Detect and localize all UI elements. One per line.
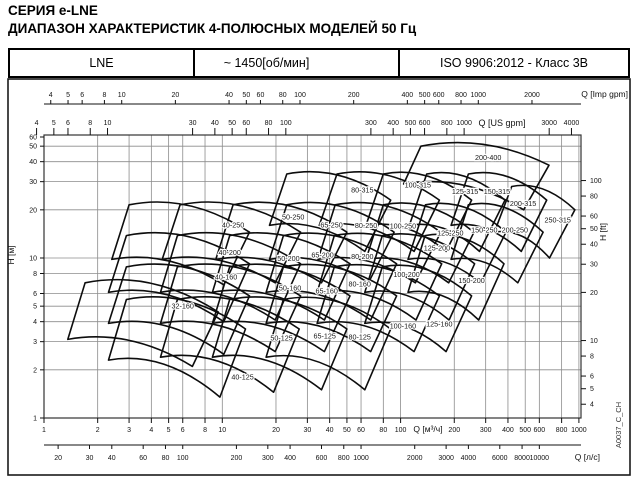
svg-text:20: 20 <box>272 427 280 434</box>
pump-model-label-125-160: 125-160 <box>426 319 453 329</box>
grid <box>44 135 581 418</box>
pump-model-label-150-315: 150-315 <box>483 187 511 197</box>
svg-text:20: 20 <box>54 455 63 462</box>
svg-text:3000: 3000 <box>541 120 557 127</box>
figure-border <box>8 79 630 475</box>
svg-text:1: 1 <box>42 427 46 434</box>
svg-text:40: 40 <box>225 92 233 99</box>
pump-model-label-65-200: 65-200 <box>311 250 334 260</box>
svg-text:10000: 10000 <box>529 455 550 462</box>
svg-text:800: 800 <box>555 427 568 434</box>
pump-envelope-32-160 <box>68 280 219 367</box>
svg-text:4000: 4000 <box>460 455 477 462</box>
svg-text:200: 200 <box>448 427 461 434</box>
svg-text:20: 20 <box>171 92 180 99</box>
svg-text:40: 40 <box>107 455 116 462</box>
axis-us-gpm <box>35 118 580 135</box>
subtitle: ДИАПАЗОН ХАРАКТЕРИСТИК 4-ПОЛЮСНЫХ МОДЕЛЕЙ 50 Гц <box>8 21 417 37</box>
svg-text:30: 30 <box>188 120 197 127</box>
svg-text:60: 60 <box>139 455 148 462</box>
pump-envelope-125-250 <box>366 203 474 283</box>
svg-text:80: 80 <box>264 120 273 127</box>
pump-model-label-40-200: 40-200 <box>218 248 241 258</box>
pump-model-label-65-125: 65-125 <box>313 331 336 341</box>
pump-model-label-65-160: 65-160 <box>315 286 338 296</box>
svg-text:6: 6 <box>180 427 185 434</box>
svg-text:800: 800 <box>455 92 467 99</box>
svg-text:80: 80 <box>161 455 170 462</box>
svg-text:10: 10 <box>218 427 227 434</box>
svg-text:100: 100 <box>394 427 407 434</box>
svg-text:400: 400 <box>401 92 414 99</box>
lps-unit-label: Q [л/с] <box>574 452 600 462</box>
m3h-unit-label: Q [м³/ч] <box>413 424 443 434</box>
svg-text:30: 30 <box>303 427 312 434</box>
svg-text:200: 200 <box>347 92 360 99</box>
pump-model-label-50-250: 50-250 <box>282 212 305 222</box>
svg-text:30: 30 <box>85 455 94 462</box>
svg-text:400: 400 <box>502 427 514 434</box>
svg-text:300: 300 <box>479 427 492 434</box>
svg-text:4: 4 <box>34 120 39 127</box>
imp-gpm-unit-label: Q [Imp gpm] <box>581 89 628 99</box>
svg-text:300: 300 <box>365 120 377 127</box>
svg-text:1000: 1000 <box>353 455 369 462</box>
axis-imp-gpm <box>44 89 628 104</box>
svg-text:4000: 4000 <box>563 120 580 127</box>
svg-text:50: 50 <box>228 120 237 127</box>
svg-text:5: 5 <box>51 120 56 127</box>
svg-text:1000: 1000 <box>571 427 587 434</box>
header-standard-cell: ISO 9906:2012 - Класс 3В <box>440 56 588 70</box>
h-ft-unit-label: H [ft] <box>598 223 608 241</box>
svg-text:100: 100 <box>590 178 602 186</box>
plot-border <box>44 135 581 418</box>
svg-text:100: 100 <box>176 455 189 462</box>
pump-model-label-50-160: 50-160 <box>278 283 302 293</box>
svg-text:2000: 2000 <box>406 455 423 462</box>
pump-model-label-150-250: 150-250 <box>471 225 498 235</box>
svg-text:8: 8 <box>590 353 594 361</box>
pump-model-label-40-125: 40-125 <box>231 372 254 382</box>
pump-model-label-125-200: 125-200 <box>423 243 451 253</box>
pump-model-label-100-200: 100-200 <box>393 269 420 279</box>
svg-text:20: 20 <box>29 207 37 215</box>
svg-text:80: 80 <box>590 193 598 201</box>
svg-text:600: 600 <box>418 120 431 127</box>
svg-text:8: 8 <box>102 92 107 99</box>
pump-model-label-250-315: 250-315 <box>544 215 571 225</box>
svg-text:3: 3 <box>33 339 37 347</box>
svg-text:1000: 1000 <box>470 92 487 99</box>
svg-text:4: 4 <box>48 92 53 99</box>
svg-text:8: 8 <box>203 427 207 434</box>
svg-text:40: 40 <box>325 427 334 434</box>
svg-text:6: 6 <box>80 92 85 99</box>
pump-model-label-200-400: 200-400 <box>475 152 502 162</box>
pump-envelopes <box>68 143 575 398</box>
svg-text:5: 5 <box>33 303 37 311</box>
svg-text:30: 30 <box>29 179 37 187</box>
svg-text:10: 10 <box>590 338 598 346</box>
svg-text:5: 5 <box>590 386 594 394</box>
svg-text:80: 80 <box>278 92 287 99</box>
svg-text:600: 600 <box>432 92 445 99</box>
pump-model-label-125-250: 125-250 <box>437 228 464 238</box>
svg-text:5: 5 <box>66 92 70 99</box>
svg-text:60: 60 <box>29 134 37 142</box>
header-series-cell: LNE <box>10 50 195 76</box>
svg-text:2: 2 <box>95 427 100 434</box>
svg-text:8: 8 <box>33 271 37 279</box>
pump-model-label-100-160: 100-160 <box>389 321 417 331</box>
svg-text:8000: 8000 <box>514 455 530 462</box>
drawing-code: A0037_C_CH <box>614 401 623 449</box>
pump-model-label-50-200: 50-200 <box>277 254 300 264</box>
svg-text:50: 50 <box>242 92 251 99</box>
svg-text:6000: 6000 <box>491 455 508 462</box>
svg-text:80: 80 <box>379 427 388 434</box>
pump-model-label-80-160: 80-160 <box>348 279 371 289</box>
svg-text:400: 400 <box>387 120 400 127</box>
svg-text:600: 600 <box>533 427 546 434</box>
svg-text:4: 4 <box>149 427 154 434</box>
pump-model-label-65-250: 65-250 <box>320 220 343 230</box>
svg-text:10: 10 <box>117 92 126 99</box>
pump-model-label-40-250: 40-250 <box>221 220 245 230</box>
svg-text:4: 4 <box>590 401 594 409</box>
svg-text:40: 40 <box>590 241 598 249</box>
pump-model-label-50-125: 50-125 <box>270 333 293 343</box>
svg-text:60: 60 <box>357 427 365 434</box>
svg-text:50: 50 <box>590 226 598 234</box>
svg-text:200: 200 <box>230 455 243 462</box>
header-speed-cell: ~ 1450[об/мин] <box>195 50 400 76</box>
axis-lps <box>44 445 600 462</box>
pump-model-label-80-125: 80-125 <box>348 332 371 342</box>
pump-model-label-100-315: 100-315 <box>404 180 432 190</box>
pump-model-label-200-250: 200-250 <box>501 225 528 235</box>
svg-text:50: 50 <box>343 427 351 434</box>
svg-text:4: 4 <box>33 319 37 327</box>
svg-text:60: 60 <box>242 120 251 127</box>
svg-text:6: 6 <box>33 290 37 298</box>
pump-model-label-32-160: 32-160 <box>171 301 194 311</box>
pump-model-label-150-200: 150-200 <box>458 276 485 286</box>
axis-h-m <box>6 135 44 423</box>
svg-text:500: 500 <box>418 92 431 99</box>
pump-model-label-40-160: 40-160 <box>214 272 238 282</box>
svg-text:5: 5 <box>166 427 171 434</box>
svg-text:30: 30 <box>590 261 598 269</box>
svg-text:6: 6 <box>66 120 70 127</box>
svg-text:600: 600 <box>315 455 328 462</box>
svg-text:60: 60 <box>590 213 598 221</box>
svg-text:2: 2 <box>33 367 37 375</box>
svg-text:40: 40 <box>29 159 37 167</box>
pump-model-label-125-315: 125-315 <box>451 187 479 197</box>
svg-text:2000: 2000 <box>524 92 540 99</box>
svg-text:8: 8 <box>88 120 93 127</box>
svg-text:10: 10 <box>29 255 37 263</box>
svg-text:800: 800 <box>440 120 453 127</box>
pump-model-label-80-200: 80-200 <box>351 252 374 262</box>
svg-text:100: 100 <box>294 92 306 99</box>
svg-text:40: 40 <box>210 120 219 127</box>
svg-text:50: 50 <box>29 143 37 151</box>
us-gpm-unit-label: Q [US gpm] <box>478 118 526 128</box>
pump-model-label-200-315: 200-315 <box>509 199 537 209</box>
svg-text:500: 500 <box>404 120 417 127</box>
svg-text:3: 3 <box>127 427 132 434</box>
pump-model-label-100-250: 100-250 <box>389 221 417 231</box>
h-m-unit-label: H [м] <box>6 245 16 265</box>
pump-model-label-80-315: 80-315 <box>351 185 374 195</box>
axis-m3h <box>42 418 587 434</box>
svg-text:500: 500 <box>519 427 532 434</box>
svg-text:1: 1 <box>33 415 37 423</box>
svg-text:60: 60 <box>256 92 265 99</box>
svg-text:10: 10 <box>103 120 112 127</box>
svg-text:20: 20 <box>590 289 598 297</box>
svg-text:6: 6 <box>590 373 594 381</box>
axis-h-ft <box>581 178 608 409</box>
svg-text:400: 400 <box>284 455 296 462</box>
series-title: СЕРИЯ e-LNE <box>8 3 98 18</box>
svg-text:3000: 3000 <box>438 455 454 462</box>
svg-text:800: 800 <box>337 455 350 462</box>
svg-text:100: 100 <box>279 120 292 127</box>
pump-model-label-80-250: 80-250 <box>354 221 378 231</box>
svg-text:1000: 1000 <box>456 120 472 127</box>
svg-text:300: 300 <box>261 455 274 462</box>
